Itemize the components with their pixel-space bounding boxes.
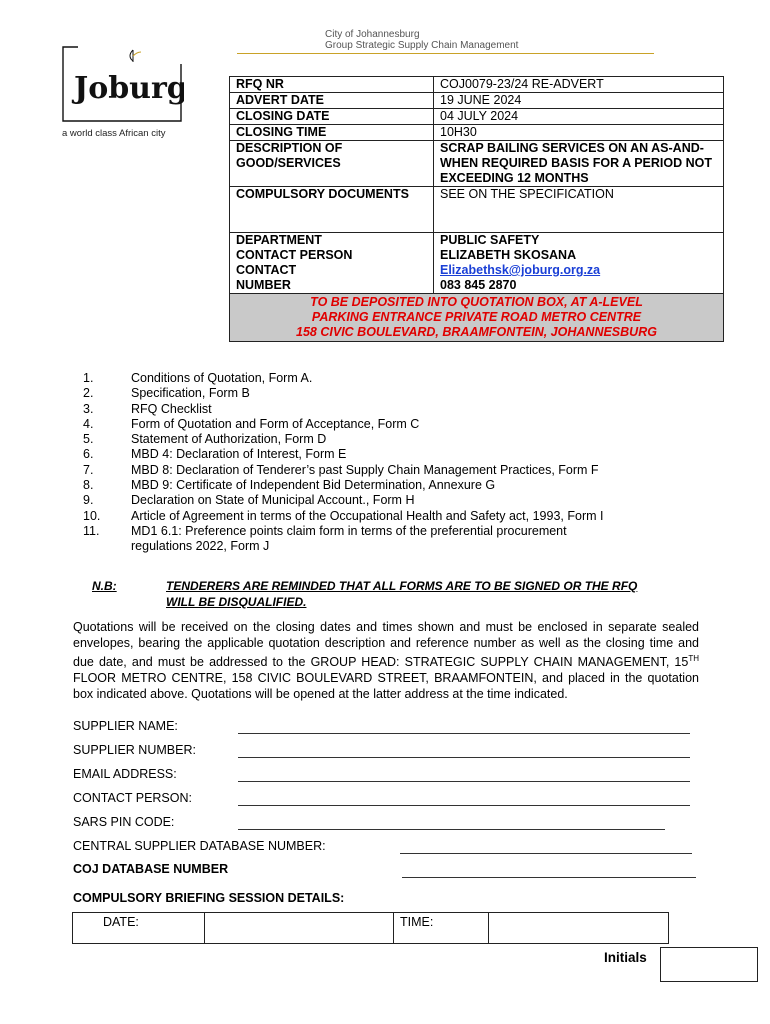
list-item: 4. Form of Quotation and Form of Acceptance, Form C	[83, 416, 420, 431]
email-address-field[interactable]	[238, 781, 690, 782]
nb-warning-text: TENDERERS ARE REMINDED THAT ALL FORMS ARE TO BE SIGNED OR THE RFQ WILL BE DISQUALIFIED.	[166, 579, 638, 609]
briefing-time-field[interactable]	[489, 913, 669, 944]
table-row	[230, 294, 724, 342]
email-address-label: EMAIL ADDRESS:	[73, 767, 177, 781]
nb-label: N.B:	[92, 579, 117, 593]
list-item: 10. Article of Agreement in terms of the Occupational Health and Safety act, 1993, Form I	[83, 508, 604, 523]
list-item: 9. Declaration on State of Municipal Account., Form H	[83, 493, 415, 508]
closing-date-label: CLOSING DATE	[230, 109, 434, 125]
closing-time-value: 10H30	[434, 125, 724, 141]
briefing-time-label: TIME:	[394, 913, 489, 944]
csd-number-field[interactable]	[400, 853, 692, 854]
department-value: PUBLIC SAFETY	[440, 233, 540, 247]
briefing-table	[72, 912, 669, 944]
table-row	[73, 913, 669, 944]
deposit-instructions: TO BE DEPOSITED INTO QUOTATION BOX, AT A-LEVEL PARKING ENTRANCE PRIVATE ROAD METRO CENTRE 158 CIVIC BOULEVARD, BRAAMFONTEIN, JOHANNESBURG	[230, 294, 724, 342]
sars-pin-field[interactable]	[238, 829, 665, 830]
csd-number-label: CENTRAL SUPPLIER DATABASE NUMBER:	[73, 839, 326, 853]
sars-pin-label: SARS PIN CODE:	[73, 815, 175, 829]
table-row	[230, 233, 724, 294]
list-item: 5. Statement of Authorization, Form D	[83, 432, 327, 447]
contact-number-label: CONTACT NUMBER	[236, 263, 297, 292]
closing-date-value: 04 JULY 2024	[434, 109, 724, 125]
initials-box[interactable]	[660, 947, 758, 982]
supplier-number-label: SUPPLIER NUMBER:	[73, 743, 196, 757]
compulsory-documents-label: COMPULSORY DOCUMENTS	[230, 187, 434, 233]
table-row	[230, 77, 724, 93]
department-label: DEPARTMENT	[236, 233, 322, 247]
documents-list	[80, 371, 700, 555]
briefing-title: COMPULSORY BRIEFING SESSION DETAILS:	[73, 891, 345, 905]
list-item: 3. RFQ Checklist	[83, 401, 212, 416]
list-item: 6. MBD 4: Declaration of Interest, Form E	[83, 447, 347, 462]
rfq-details-table	[229, 76, 724, 342]
logo-tagline: a world class African city	[62, 128, 166, 139]
briefing-date-label: DATE:	[73, 913, 205, 944]
table-row	[230, 93, 724, 109]
list-item: 7. MBD 8: Declaration of Tenderer’s past Supply Chain Management Practices, Form F	[83, 462, 599, 477]
supplier-name-field[interactable]	[238, 733, 690, 734]
contact-email-link[interactable]: Elizabethsk@joburg.org.za	[440, 263, 601, 277]
contact-person-label: CONTACT PERSON	[236, 248, 353, 262]
coj-database-label: COJ DATABASE NUMBER	[73, 862, 229, 876]
table-row	[230, 187, 724, 233]
initials-label: Initials	[604, 950, 647, 965]
closing-time-label: CLOSING TIME	[230, 125, 434, 141]
contact-person-value: ELIZABETH SKOSANA	[440, 248, 577, 262]
rfq-nr-value: COJ0079-23/24 RE-ADVERT	[434, 77, 724, 93]
contact-person-label: CONTACT PERSON:	[73, 791, 192, 805]
submission-instructions: Quotations will be received on the closing dates and times shown and must be enclosed in separate sealed envelopes, bearing the applicable quotation description and reference number as well as the closing time and due date, and must be addressed to the GROUP HEAD: STRATEGIC SUPPLY CHAIN MANAGEMENT, 15TH FLOOR METRO CENTRE, 158 CIVIC BOULEVARD STREET, BRAAMFONTEIN, and placed in the quotation box indicated above. Quotations will be opened at the latter address at the time indicated.	[73, 620, 699, 702]
supplier-name-label: SUPPLIER NAME:	[73, 719, 178, 733]
table-row	[230, 125, 724, 141]
list-item: 8. MBD 9: Certificate of Independent Bid Determination, Annexure G	[83, 478, 496, 493]
table-row	[230, 141, 724, 187]
compulsory-documents-value: SEE ON THE SPECIFICATION	[434, 187, 724, 233]
advert-date-label: ADVERT DATE	[230, 93, 434, 109]
svg-text:Joburg: Joburg	[74, 71, 184, 106]
supplier-number-field[interactable]	[238, 757, 690, 758]
advert-date-value: 19 JUNE 2024	[434, 93, 724, 109]
coj-database-field[interactable]	[402, 877, 696, 878]
contact-phone-value: 083 845 2870	[440, 278, 517, 292]
contact-person-field[interactable]	[238, 805, 690, 806]
briefing-date-field[interactable]	[205, 913, 394, 944]
list-item: 11. MD1 6.1: Preference points claim form in terms of the preferential procurement regulations 2022, Form J	[83, 523, 567, 554]
rfq-nr-label: RFQ NR	[230, 77, 434, 93]
header-department: Group Strategic Supply Chain Management	[325, 40, 519, 51]
description-value: SCRAP BAILING SERVICES ON AN AS-AND-WHEN REQUIRED BASIS FOR A PERIOD NOT EXCEEDING 12 MONTHS	[434, 141, 724, 187]
joburg-logo	[60, 46, 184, 122]
description-label: DESCRIPTION OF GOOD/SERVICES	[230, 141, 434, 187]
list-item: 2. Specification, Form B	[83, 386, 250, 401]
table-row	[230, 109, 724, 125]
header-divider	[237, 53, 654, 54]
header-org-name: City of Johannesburg	[325, 29, 420, 40]
list-item: 1. Conditions of Quotation, Form A.	[83, 371, 313, 385]
